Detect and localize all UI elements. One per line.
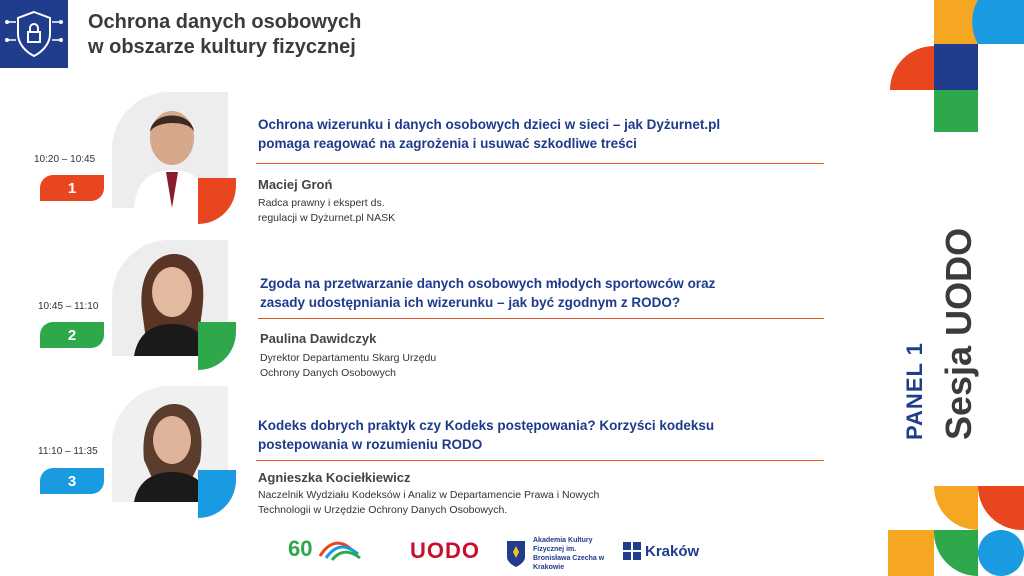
stripes-icon (316, 536, 362, 562)
talk-number-badge: 3 (40, 468, 104, 494)
talk-title-line-2: postepowania w rozumieniu RODO (258, 437, 483, 452)
grid-icon (623, 542, 641, 560)
security-logo (0, 0, 68, 68)
talk-time: 10:20 – 10:45 (34, 154, 96, 165)
sponsor-logo-60 (288, 536, 362, 562)
speaker-role-line-2: regulacji w Dyżurnet.pl NASK (258, 212, 396, 224)
divider (256, 163, 824, 164)
talk-title (258, 416, 714, 454)
speaker-name: Agnieszka Kociełkiewicz (258, 470, 411, 485)
talk-title-line-2: pomaga reagować na zagrożenia i usuwać szkodliwe treści (258, 136, 637, 151)
title-line-1: Ochrona danych osobowych (88, 11, 362, 33)
sponsor-logo-uodo (410, 538, 480, 564)
talk-title-line-1: Ochrona wizerunku i danych osobowych dzieci w sieci – jak Dyżurnet.pl (258, 117, 721, 132)
speaker-name: Paulina Dawidczyk (260, 331, 377, 346)
page-title (88, 10, 361, 60)
accent-shape (198, 470, 236, 518)
title-line-2: w obszarze kultury fizycznej (88, 36, 356, 58)
sponsor-krakow-text: Kraków (645, 542, 700, 560)
speaker-role-line-2: Ochrony Danych Osobowych (260, 367, 396, 379)
talk-title-line-1: Kodeks dobrych praktyk czy Kodeks postępowania? Korzyści kodeksu (258, 418, 715, 433)
sponsor-logo-akf (505, 536, 605, 572)
session-label: Sesja UODO (938, 227, 979, 440)
talk-time: 11:10 – 11:35 (38, 446, 98, 457)
sponsor-60-number: 60 (288, 536, 313, 561)
talk-number-badge: 1 (40, 175, 104, 201)
crest-icon (505, 539, 527, 569)
panel-label: PANEL 1 (902, 342, 927, 440)
speaker-role-line-1: Radca prawny i ekspert ds. (258, 197, 385, 209)
sponsor-akf-text: Akademia Kultury Fizycznej im. Bronisława Czecha w Krakowie (533, 537, 605, 571)
sponsor-logo-krakow (623, 542, 699, 560)
shield-lock-icon (0, 0, 68, 68)
speaker-role (258, 488, 599, 518)
talk-time: 10:45 – 11:10 (38, 301, 99, 312)
talk-title (260, 274, 715, 312)
decorative-shapes-bottom (888, 486, 1024, 576)
speaker-role (260, 351, 436, 381)
speaker-role-line-1: Dyrektor Departamentu Skarg Urzędu (260, 352, 437, 364)
speaker-role-line-2: Technologii w Urzędzie Ochrony Danych Osobowych. (258, 504, 508, 516)
speaker-name: Maciej Groń (258, 177, 333, 192)
speaker-role-line-1: Naczelnik Wydziału Kodeksów i Analiz w Departamencie Prawa i Nowych (258, 489, 600, 501)
divider (258, 318, 824, 319)
decorative-shapes-top (888, 0, 1024, 136)
talk-title-line-2: zasady udostępniania ich wizerunku – jak być zgodnym z RODO? (260, 295, 681, 310)
sponsor-uodo-text: UODO (410, 538, 480, 563)
talk-number-badge: 2 (40, 322, 104, 348)
talk-title (258, 115, 720, 153)
talk-title-line-1: Zgoda na przetwarzanie danych osobowych młodych sportowców oraz (260, 276, 716, 291)
accent-shape (198, 322, 236, 370)
accent-shape (198, 178, 236, 224)
speaker-role (258, 196, 395, 226)
divider (256, 460, 824, 461)
